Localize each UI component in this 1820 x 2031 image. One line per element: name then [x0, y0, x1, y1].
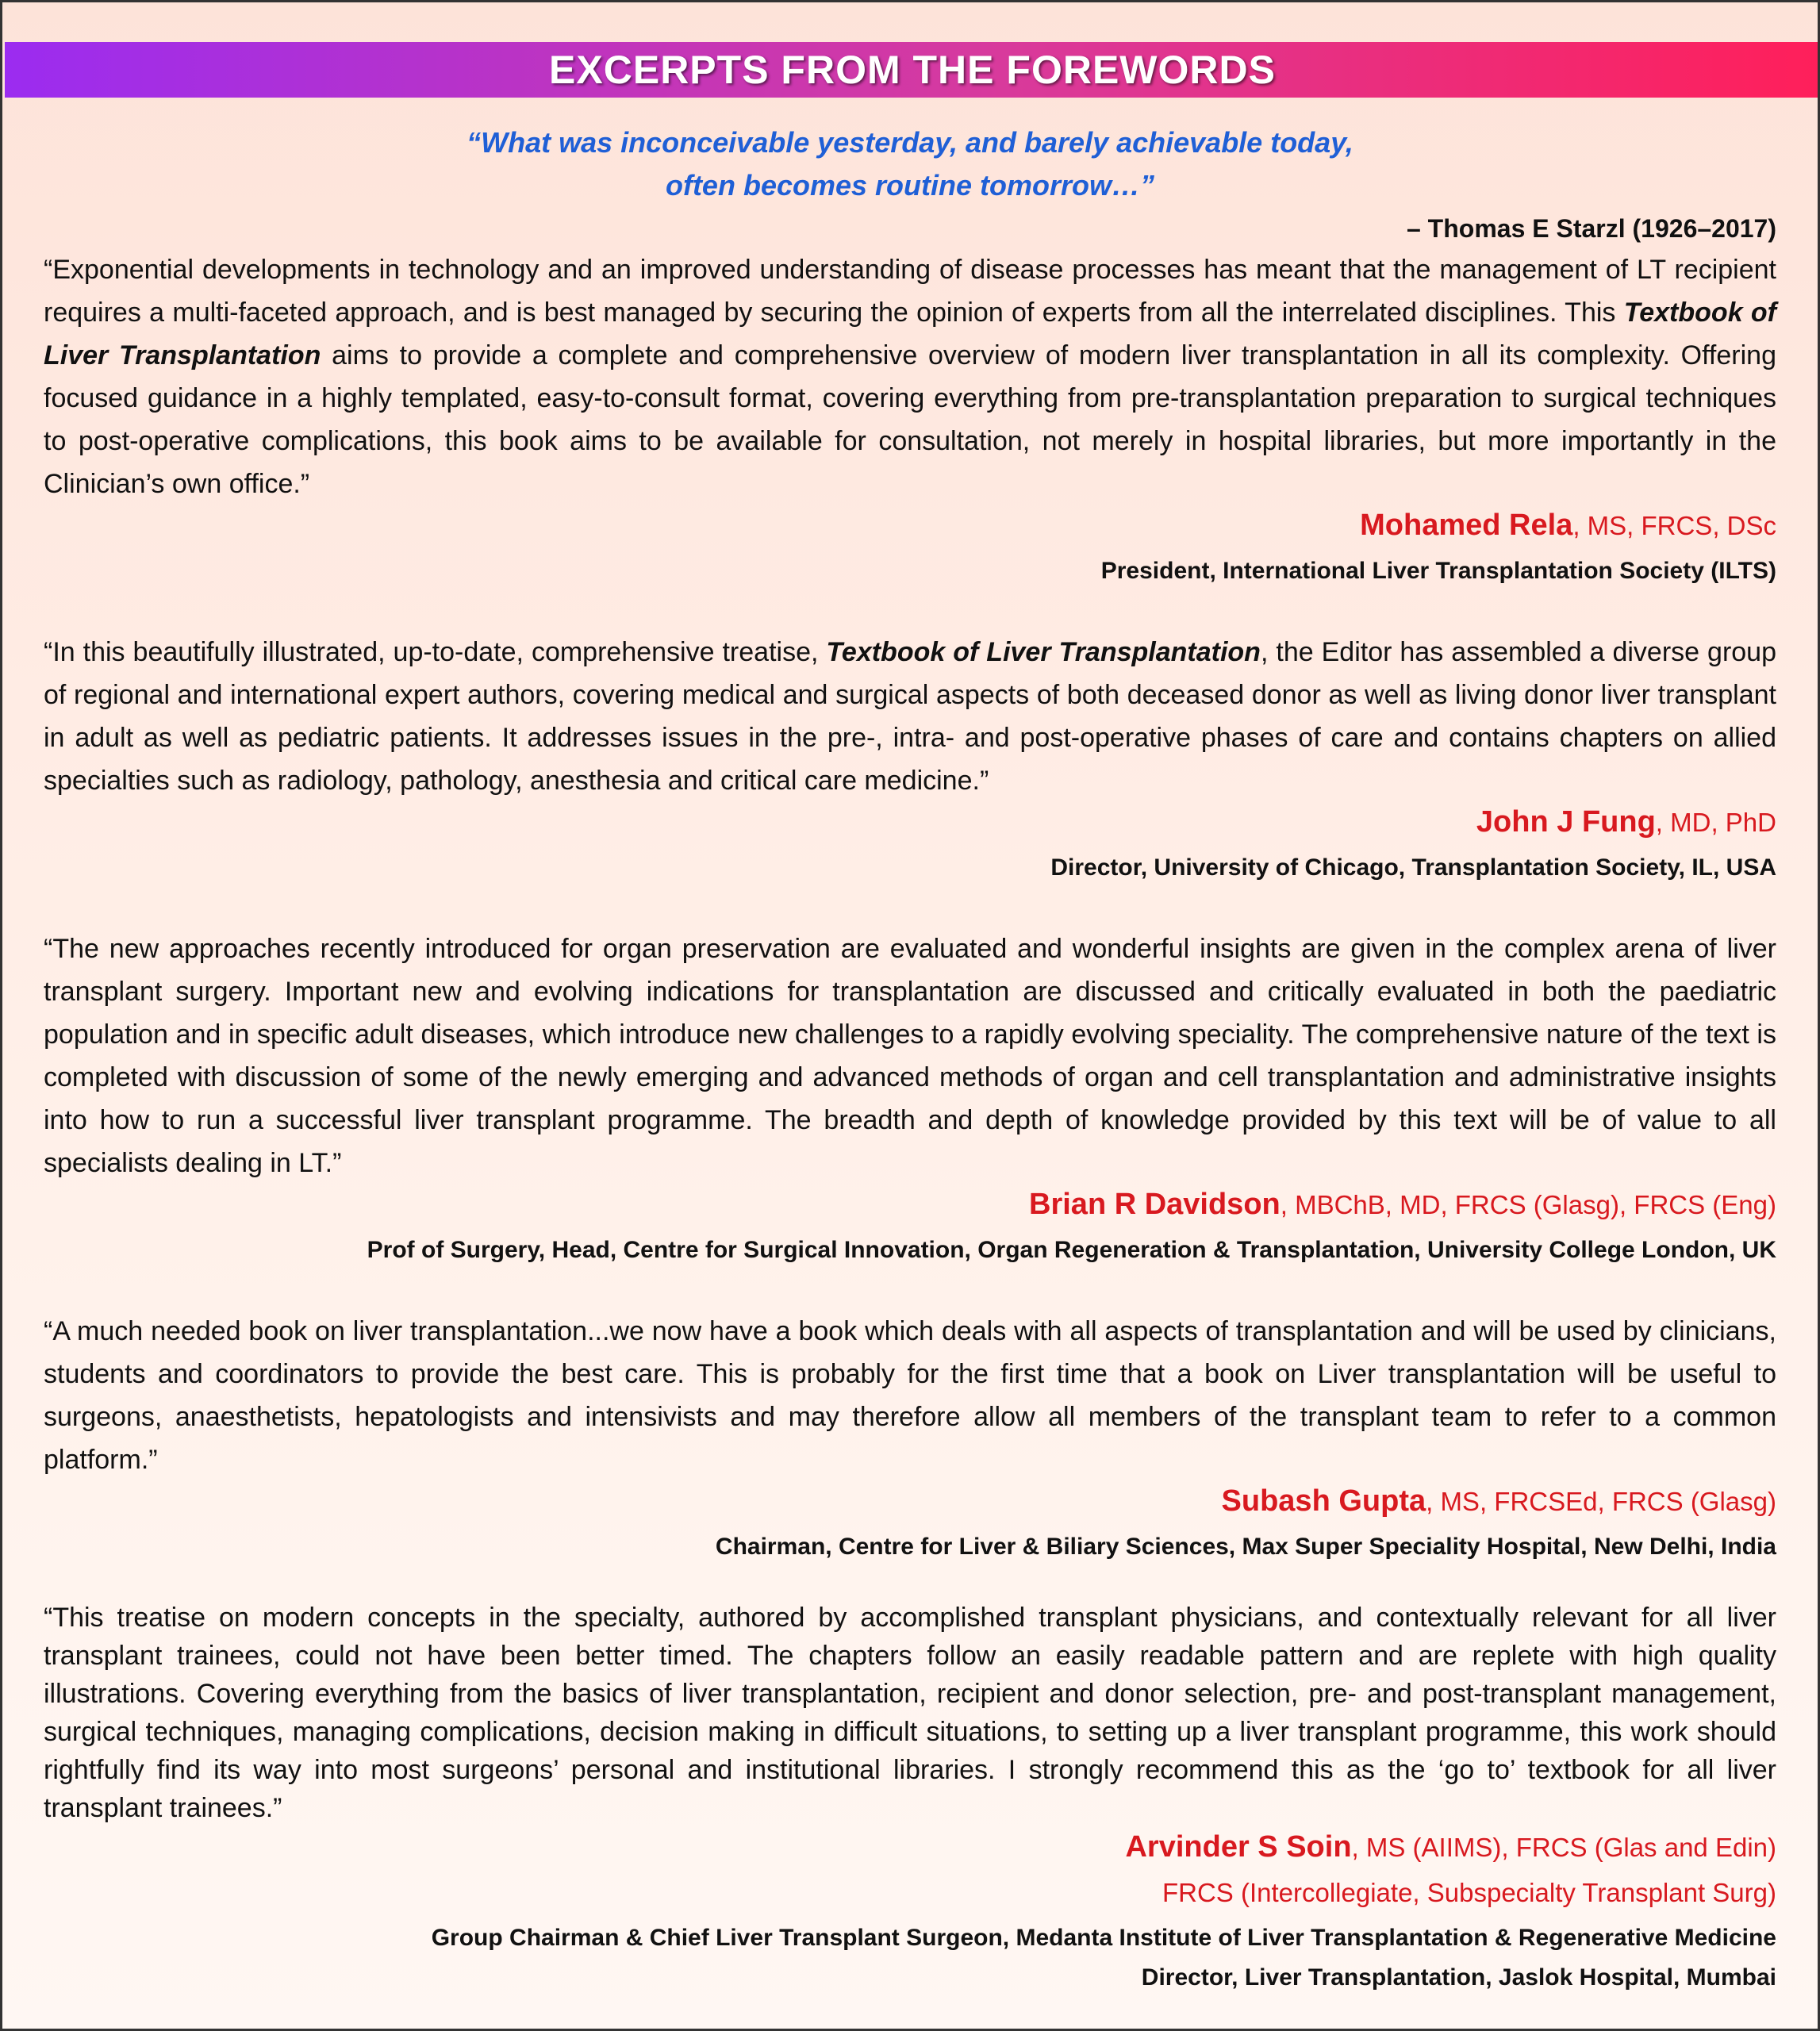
author-name: Arvinder S Soin — [1125, 1830, 1352, 1864]
foreword-davidson — [44, 927, 1776, 1270]
motto-line-1: “What was inconceivable yesterday, and barely achievable today, — [467, 126, 1353, 159]
foreword-signature — [44, 802, 1776, 848]
foreword-soin — [44, 1599, 1776, 1998]
author-credentials: , MS, FRCS, DSc — [1572, 511, 1776, 540]
author-role: Chairman, Centre for Liver & Biliary Sciences, Max Super Speciality Hospital, New Delhi, India — [715, 1534, 1776, 1560]
page-title: EXCERPTS FROM THE FOREWORDS — [549, 48, 1276, 92]
foreword-signature — [44, 1481, 1776, 1527]
author-name: Mohamed Rela — [1360, 509, 1573, 542]
author-role: Prof of Surgery, Head, Centre for Surgical Innovation, Organ Regeneration & Transplantation, University College London, UK — [367, 1237, 1776, 1263]
author-name: Brian R Davidson — [1029, 1188, 1281, 1221]
foreword-quote: “This treatise on modern concepts in the specialty, authored by accomplished transplant physicians, and contextually relevant for all liver transplant trainees, could not have been better timed. The chapters follow an easily readable pattern and are replete with high quality illustrations. Covering everything from the basics of liver transplantation, recipient and donor selection, pre- and post-transplant management, surgical techniques, managing complications, decision making in difficult situations, to setting up a liver transplant programme, this work should rightfully find its way into most surgeons’ personal and institutional libraries. I strongly recommend this as the ‘go to’ textbook for all liver transplant trainees.” — [44, 1603, 1776, 1823]
author-credentials-line-2: FRCS (Intercollegiate, Subspecialty Transplant Surg) — [1161, 1878, 1776, 1907]
author-credentials: , MS (AIIMS), FRCS (Glas and Edin) — [1351, 1833, 1776, 1862]
author-role-line-2: Director, Liver Transplantation, Jaslok Hospital, Mumbai — [1141, 1964, 1776, 1991]
motto-author: – Thomas E Starzl (1926–2017) — [1406, 214, 1776, 243]
foreword-quote: “In this beautifully illustrated, up-to-date, comprehensive treatise, Textbook of Liver Transplantation, the Editor has assembled a diverse group of regional and international expert authors, covering medical and surgical aspects of both deceased donor as well as living donor liver transplant in adult as well as pediatric patients. It addresses issues in the pre-, intra- and post-operative phases of care and contains chapters on allied specialties such as radiology, pathology, anesthesia and critical care medicine.” — [44, 637, 1776, 796]
author-name: Subash Gupta — [1221, 1484, 1426, 1518]
book-title: Textbook of Liver Transplantation — [826, 637, 1261, 667]
author-credentials: , MS, FRCSEd, FRCS (Glasg) — [1426, 1487, 1776, 1516]
book-title: Textbook of Liver Transplantation — [44, 298, 1777, 370]
author-name: John J Fung — [1476, 805, 1656, 839]
foreword-signature — [44, 1184, 1776, 1231]
foreword-signature — [44, 505, 1776, 551]
title-banner — [5, 42, 1820, 98]
author-role: Director, University of Chicago, Transplantation Society, IL, USA — [1050, 854, 1776, 881]
author-credentials: , MD, PhD — [1655, 808, 1776, 837]
foreword-signature — [44, 1827, 1776, 1873]
motto-quote — [44, 121, 1776, 207]
foreword-gupta — [44, 1310, 1776, 1567]
author-role: Group Chairman & Chief Liver Transplant Surgeon, Medanta Institute of Liver Transplantation & Regenerative Medicine — [431, 1925, 1776, 1951]
foreword-fung — [44, 631, 1776, 888]
author-credentials: , MBChB, MD, FRCS (Glasg), FRCS (Eng) — [1280, 1190, 1776, 1219]
foreword-quote: “A much needed book on liver transplantation...we now have a book which deals with all aspects of transplantation and will be used by clinicians, students and coordinators to provide the best care. This is probably for the first time that a book on Liver transplantation will be useful to surgeons, anaesthetists, hepatologists and intensivists and may therefore allow all members of the transplant team to refer to a common platform.” — [44, 1316, 1776, 1475]
foreword-rela — [44, 248, 1776, 591]
motto-line-2: often becomes routine tomorrow…” — [665, 169, 1155, 202]
foreword-quote: “Exponential developments in technology and an improved understanding of disease processes has meant that the management of LT recipient requires a multi-faceted approach, and is best managed by securing the opinion of experts from all the interrelated disciplines. This Textbook of Liver Transplantation aims to provide a complete and comprehensive overview of modern liver transplantation in all its complexity. Offering focused guidance in a highly templated, easy-to-consult format, covering everything from pre-transplantation preparation to surgical techniques to post-operative complications, this book aims to be available for consultation, not merely in hospital libraries, but more importantly in the Clinician’s own office.” — [44, 255, 1777, 499]
foreword-quote: “The new approaches recently introduced for organ preservation are evaluated and wonderful insights are given in the complex arena of liver transplant surgery. Important new and evolving indications for transplantation are discussed and critically evaluated in both the paediatric population and in specific adult diseases, which introduce new challenges to a rapidly evolving speciality. The comprehensive nature of the text is completed with discussion of some of the newly emerging and advanced methods of organ and cell transplantation and administrative insights into how to run a successful liver transplant programme. The breadth and depth of knowledge provided by this text will be of value to all specialists dealing in LT.” — [44, 934, 1776, 1178]
author-role: President, International Liver Transplantation Society (ILTS) — [1100, 558, 1776, 584]
forewords-content — [44, 121, 1776, 1998]
